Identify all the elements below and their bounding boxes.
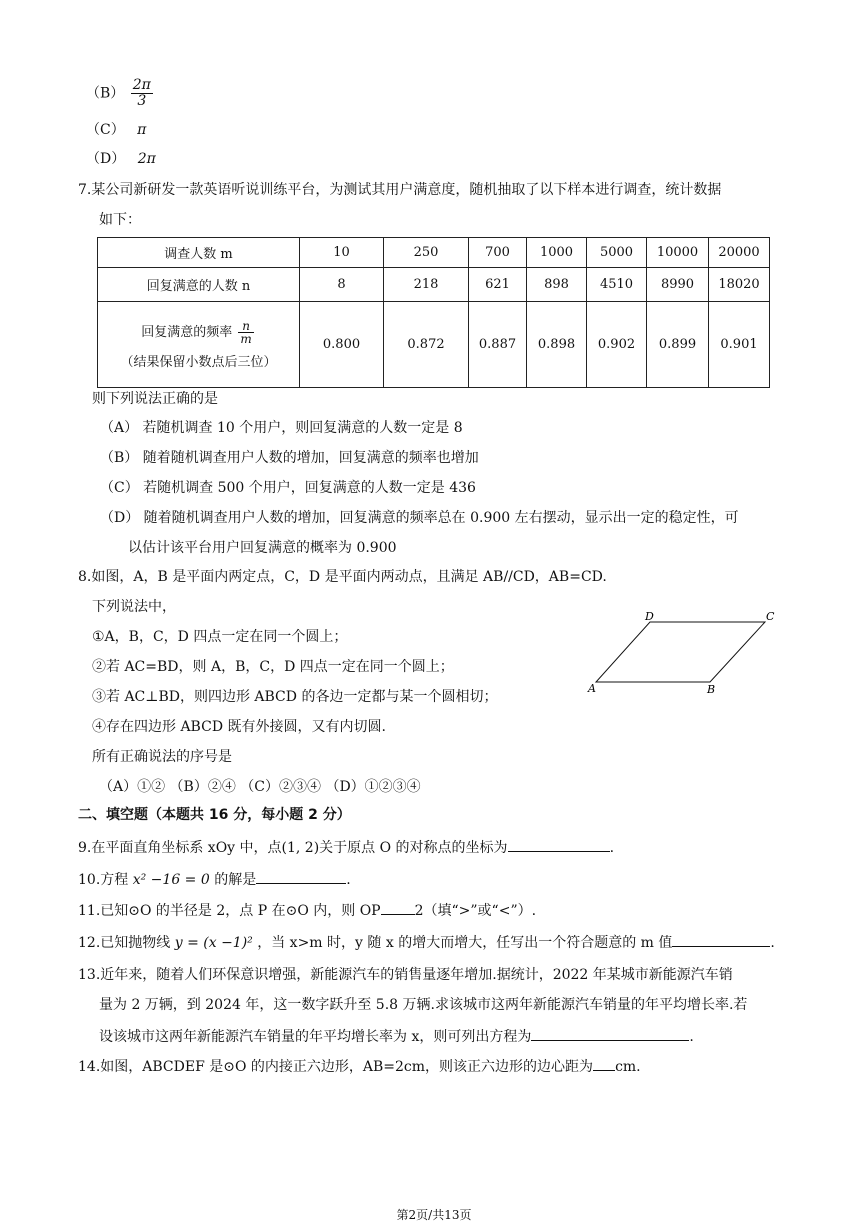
option-c bbox=[86, 120, 146, 140]
q9-text: 9.在平面直角坐标系 xOy 中，点(1, 2)关于原点 O 的对称点的坐标为 bbox=[78, 840, 508, 856]
q7-prompt: 则下列说法正确的是 bbox=[92, 391, 218, 407]
fraction-numerator: n bbox=[238, 320, 253, 333]
q10-answer-blank[interactable] bbox=[256, 868, 346, 884]
q8-prompt: 所有正确说法的序号是 bbox=[92, 749, 232, 765]
q12-end: . bbox=[770, 935, 775, 951]
table-row-n bbox=[98, 268, 770, 302]
q7-stem-line1: 7.某公司新研发一款英语听说训练平台，为测试其用户满意度，随机抽取了以下样本进行调查，统计数据 bbox=[78, 182, 722, 198]
q8-intro: 下列说法中， bbox=[92, 599, 176, 615]
vertex-label-a: A bbox=[588, 682, 596, 695]
q9 bbox=[78, 836, 614, 858]
q13-line2: 量为 2 万辆，到 2024 年，这一数字跃升至 5.8 万辆.求该城市这两年新能源汽车销量的年平均增长率.若 bbox=[99, 997, 748, 1013]
q11-text: 11.已知⊙O 的半径是 2，点 P 在⊙O 内，则 OP bbox=[78, 903, 381, 919]
option-b bbox=[86, 78, 155, 109]
q8-statement-3: ③若 AC⊥BD，则四边形 ABCD 的各边一定都与某一个圆相切； bbox=[92, 689, 498, 705]
freq-cell: 0.898 bbox=[527, 302, 587, 388]
table-row-frequency bbox=[98, 302, 770, 388]
freq-cell: 0.899 bbox=[647, 302, 709, 388]
section-title: 二、填空题（本题共 16 分，每小题 2 分） bbox=[78, 807, 351, 823]
vertex-label-b: B bbox=[707, 683, 716, 696]
option-c-label: （C） bbox=[86, 122, 125, 138]
q12-text: 12.已知抛物线 bbox=[78, 935, 171, 951]
q8-statement-1: ①A，B，C，D 四点一定在同一个圆上； bbox=[92, 629, 348, 645]
frequency-note: （结果保留小数点后三位） bbox=[120, 354, 277, 370]
option-b-fraction bbox=[131, 78, 153, 109]
q7-option-b: （B） 随着随机调查用户人数的增加，回复满意的频率也增加 bbox=[100, 450, 479, 466]
q7-option-d-line1: （D） 随着随机调查用户人数的增加，回复满意的频率总在 0.900 左右摆动，显示出一定的稳定性，可 bbox=[100, 510, 739, 526]
q8-options: （A）①② （B）②④ （C）②③④ （D）①②③④ bbox=[99, 779, 421, 795]
q8-statement-2: ②若 AC=BD，则 A，B，C，D 四点一定在同一个圆上； bbox=[92, 659, 454, 675]
q7-option-a: （A） 若随机调查 10 个用户，则回复满意的人数一定是 8 bbox=[100, 420, 463, 436]
freq-cell: 0.800 bbox=[300, 302, 384, 388]
q14-text: 14.如图，ABCDEF 是⊙O 的内接正六边形，AB=2cm，则该正六边形的边心距为 bbox=[78, 1059, 594, 1075]
m-cell: 700 bbox=[469, 238, 527, 268]
q9-end: . bbox=[609, 840, 615, 856]
q12-equation: y = (x −1)² bbox=[174, 935, 253, 951]
n-cell: 8 bbox=[300, 268, 384, 302]
freq-cell: 0.902 bbox=[587, 302, 647, 388]
q10-end: . bbox=[346, 872, 351, 888]
vertex-label-d: D bbox=[645, 610, 654, 623]
n-cell: 8990 bbox=[647, 268, 709, 302]
q7-option-c: （C） 若随机调查 500 个用户，回复满意的人数一定是 436 bbox=[100, 480, 476, 496]
option-d-label: （D） bbox=[86, 151, 126, 167]
table-row-m bbox=[98, 238, 770, 268]
vertex-label-c: C bbox=[766, 610, 775, 623]
m-cell: 10 bbox=[300, 238, 384, 268]
n-cell: 898 bbox=[527, 268, 587, 302]
q11-end: 2（填“>”或“<”）. bbox=[414, 903, 537, 919]
freq-cell: 0.872 bbox=[384, 302, 469, 388]
page-footer: 第2页/共13页 bbox=[396, 1208, 472, 1222]
m-cell: 1000 bbox=[527, 238, 587, 268]
q9-answer-blank[interactable] bbox=[508, 836, 610, 852]
frequency-fraction bbox=[238, 320, 253, 345]
option-b-denominator: 3 bbox=[137, 93, 147, 109]
row-label-m: 调查人数 m bbox=[98, 238, 300, 268]
fraction-denominator: m bbox=[240, 331, 252, 346]
q7-stem-line2: 如下： bbox=[99, 212, 141, 228]
n-cell: 621 bbox=[469, 268, 527, 302]
option-b-label: （B） bbox=[86, 85, 125, 102]
q13-line1: 13.近年来，随着人们环保意识增强，新能源汽车的销售量逐年增加.据统计，2022 年某城市新能源汽车销 bbox=[78, 967, 733, 983]
q8-statement-4: ④存在四边形 ABCD 既有外接圆，又有内切圆. bbox=[92, 719, 386, 735]
row-label-frequency bbox=[98, 302, 300, 388]
q11 bbox=[78, 899, 536, 921]
q8-stem: 8.如图，A，B 是平面内两定点，C，D 是平面内两动点，且满足 AB//CD，AB=CD. bbox=[78, 569, 607, 585]
row-label-n: 回复满意的人数 n bbox=[98, 268, 300, 302]
n-cell: 218 bbox=[384, 268, 469, 302]
n-cell: 4510 bbox=[587, 268, 647, 302]
q8-parallelogram-figure bbox=[582, 606, 782, 698]
m-cell: 250 bbox=[384, 238, 469, 268]
m-cell: 20000 bbox=[709, 238, 770, 268]
m-cell: 5000 bbox=[587, 238, 647, 268]
n-cell: 18020 bbox=[709, 268, 770, 302]
q10 bbox=[78, 868, 351, 890]
q13-answer-blank[interactable] bbox=[531, 1025, 689, 1041]
q7-option-d-line2: 以估计该平台用户回复满意的概率为 0.900 bbox=[128, 540, 397, 556]
q14-answer-blank[interactable] bbox=[593, 1055, 615, 1071]
q13-line3-text: 设该城市这两年新能源汽车销量的年平均增长率为 x，则可列出方程为 bbox=[99, 1029, 532, 1045]
option-d-value: 2π bbox=[137, 151, 156, 167]
freq-cell: 0.887 bbox=[469, 302, 527, 388]
q10-mid: 的解是 bbox=[214, 872, 257, 888]
q12 bbox=[78, 931, 775, 953]
q12-answer-blank[interactable] bbox=[672, 931, 770, 947]
frequency-label: 回复满意的频率 bbox=[141, 324, 233, 340]
q14 bbox=[78, 1055, 641, 1077]
option-b-numerator: 2π bbox=[132, 77, 151, 93]
q11-answer-blank[interactable] bbox=[381, 899, 415, 915]
option-c-value: π bbox=[137, 122, 147, 138]
q13-line3 bbox=[99, 1025, 694, 1047]
q14-end: cm. bbox=[615, 1059, 641, 1075]
parallelogram-shape bbox=[596, 622, 765, 682]
freq-cell: 0.901 bbox=[709, 302, 770, 388]
q12-mid: ，当 x>m 时，y 随 x 的增大而增大，任写出一个符合题意的 m 值 bbox=[257, 935, 673, 951]
q10-text: 10.方程 bbox=[78, 872, 129, 888]
option-d bbox=[86, 149, 156, 169]
q13-end: . bbox=[689, 1029, 694, 1045]
q10-equation: x² −16 = 0 bbox=[132, 872, 210, 888]
q7-survey-table bbox=[97, 237, 770, 388]
m-cell: 10000 bbox=[647, 238, 709, 268]
